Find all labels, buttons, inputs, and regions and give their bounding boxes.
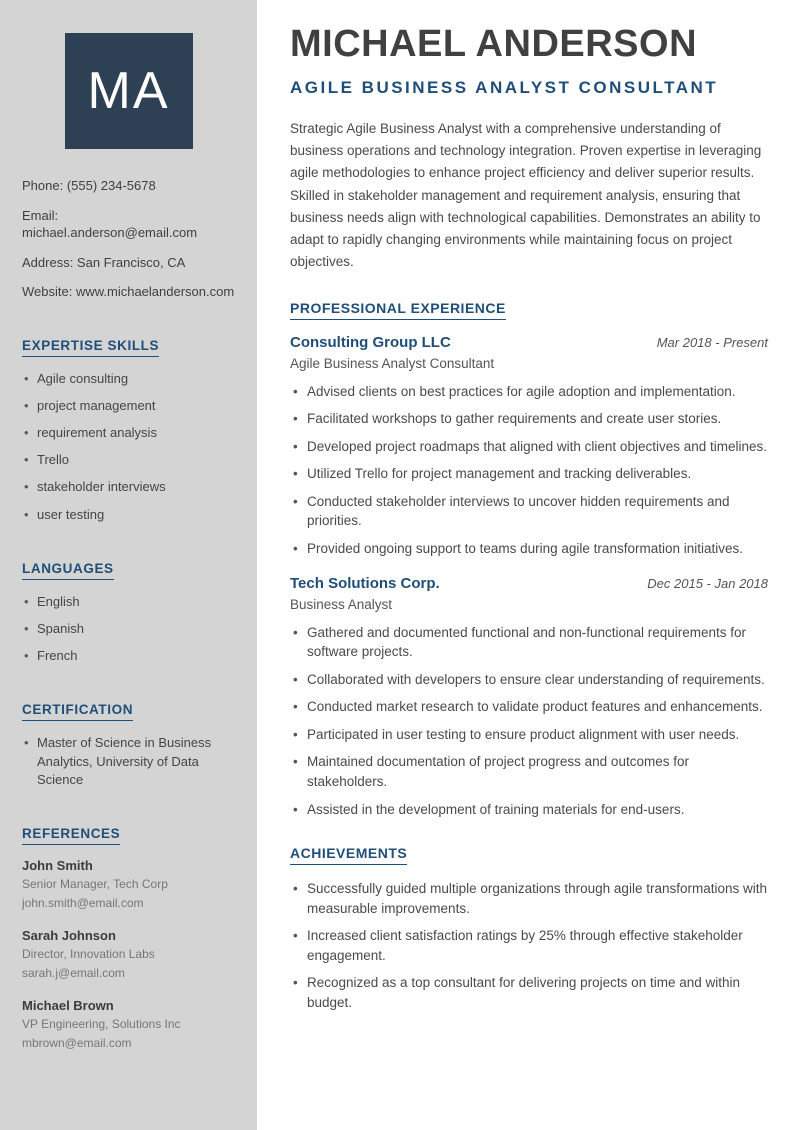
job-bullet: • Assisted in the development of training materials for end-users. bbox=[290, 800, 768, 820]
job-bullet: • Conducted market research to validate product features and enhancements. bbox=[290, 697, 768, 717]
job-header bbox=[290, 575, 768, 592]
job-dates: Mar 2018 - Present bbox=[656, 334, 768, 350]
company-name: Consulting Group LLC bbox=[290, 333, 451, 351]
job-bullet: • Participated in user testing to ensure product alignment with user needs. bbox=[290, 725, 768, 745]
achievements-section bbox=[290, 845, 768, 1012]
reference-role: VP Engineering, Solutions Inc bbox=[22, 1017, 181, 1032]
company-name: Tech Solutions Corp. bbox=[290, 574, 440, 592]
job-bullets bbox=[290, 623, 768, 820]
contact-website: Website: www.michaelanderson.com bbox=[22, 284, 235, 300]
language-item: • French bbox=[22, 647, 235, 665]
reference-email: sarah.j@email.com bbox=[22, 965, 125, 980]
language-item: • English bbox=[22, 593, 235, 611]
language-item: • Spanish bbox=[22, 620, 235, 638]
skill-item: • Trello bbox=[22, 451, 235, 469]
job-bullet: • Collaborated with developers to ensure clear understanding of requirements. bbox=[290, 670, 768, 690]
person-title: AGILE BUSINESS ANALYST CONSULTANT bbox=[290, 77, 719, 97]
job-entry bbox=[290, 575, 768, 820]
job-header bbox=[290, 334, 768, 351]
achievement-item: • Recognized as a top consultant for delivering projects on time and within budget. bbox=[290, 973, 768, 1012]
reference-role: Director, Innovation Labs bbox=[22, 947, 155, 962]
experience-heading: PROFESSIONAL EXPERIENCE bbox=[290, 300, 506, 320]
reference-email: mbrown@email.com bbox=[22, 1035, 132, 1050]
certification-list bbox=[22, 734, 235, 789]
avatar-initials: MA bbox=[87, 62, 170, 120]
certification-heading: CERTIFICATION bbox=[22, 702, 133, 721]
job-entry bbox=[290, 334, 768, 559]
reference-name: Michael Brown bbox=[22, 998, 114, 1014]
achievements-list bbox=[290, 879, 768, 1012]
job-bullet: • Conducted stakeholder interviews to uncover hidden requirements and priorities. bbox=[290, 492, 768, 531]
job-role: Agile Business Analyst Consultant bbox=[290, 355, 495, 371]
skill-item: • requirement analysis bbox=[22, 424, 235, 442]
summary-paragraph: Strategic Agile Business Analyst with a comprehensive understanding of business operations and technology integration. Proven expertise in leveraging agile methodologies to enhance project efficiency and deliver superior results. Skilled in stakeholder management and requirement analysis, ensuring that business needs align with technological capabilities. Demonstrates an ability to adapt to rapidly changing environments while maintaining focus on project objectives. bbox=[290, 120, 762, 270]
job-bullet: • Utilized Trello for project management and tracking deliverables. bbox=[290, 464, 768, 484]
avatar bbox=[65, 33, 193, 149]
main-content bbox=[257, 0, 800, 1130]
skills-section bbox=[22, 337, 235, 524]
reference-name: Sarah Johnson bbox=[22, 928, 116, 944]
person-name: MICHAEL ANDERSON bbox=[290, 23, 698, 65]
achievements-heading: ACHIEVEMENTS bbox=[290, 845, 407, 865]
job-bullets bbox=[290, 382, 768, 559]
contact-info bbox=[22, 177, 235, 301]
job-dates: Dec 2015 - Jan 2018 bbox=[647, 575, 768, 591]
job-bullet: • Maintained documentation of project progress and outcomes for stakeholders. bbox=[290, 752, 768, 791]
job-bullet: • Advised clients on best practices for agile adoption and implementation. bbox=[290, 382, 768, 402]
languages-section bbox=[22, 560, 235, 666]
job-role: Business Analyst bbox=[290, 596, 393, 612]
reference-name: John Smith bbox=[22, 857, 93, 873]
skill-item: • project management bbox=[22, 397, 235, 415]
certification-item: • Master of Science in Business Analytics, University of Data Science bbox=[22, 734, 235, 789]
languages-list bbox=[22, 593, 235, 666]
experience-section bbox=[290, 300, 768, 819]
languages-heading: LANGUAGES bbox=[22, 561, 114, 580]
reference-email: john.smith@email.com bbox=[22, 895, 144, 910]
reference bbox=[22, 928, 235, 981]
achievement-item: • Increased client satisfaction ratings by 25% through effective stakeholder engagement. bbox=[290, 926, 768, 965]
references-section bbox=[22, 825, 235, 1052]
skills-list bbox=[22, 370, 235, 524]
contact-email: Email: michael.anderson@email.com bbox=[22, 207, 198, 241]
skill-item: • Agile consulting bbox=[22, 370, 235, 388]
reference-role: Senior Manager, Tech Corp bbox=[22, 876, 168, 891]
reference bbox=[22, 858, 235, 911]
contact-address: Address: San Francisco, CA bbox=[22, 254, 186, 270]
contact-phone: Phone: (555) 234-5678 bbox=[22, 178, 156, 193]
references-heading: REFERENCES bbox=[22, 826, 120, 845]
sidebar bbox=[0, 0, 257, 1130]
achievement-item: • Successfully guided multiple organizations through agile transformations with measurable improvements. bbox=[290, 879, 768, 918]
reference bbox=[22, 998, 235, 1051]
certification-section bbox=[22, 701, 235, 789]
job-bullet: • Provided ongoing support to teams during agile transformation initiatives. bbox=[290, 539, 768, 559]
job-bullet: • Gathered and documented functional and non-functional requirements for software projects. bbox=[290, 623, 768, 662]
skill-item: • user testing bbox=[22, 506, 235, 524]
job-bullet: • Developed project roadmaps that aligned with client objectives and timelines. bbox=[290, 437, 768, 457]
skills-heading: EXPERTISE SKILLS bbox=[22, 338, 159, 357]
skill-item: • stakeholder interviews bbox=[22, 478, 235, 496]
job-bullet: • Facilitated workshops to gather requirements and create user stories. bbox=[290, 409, 768, 429]
